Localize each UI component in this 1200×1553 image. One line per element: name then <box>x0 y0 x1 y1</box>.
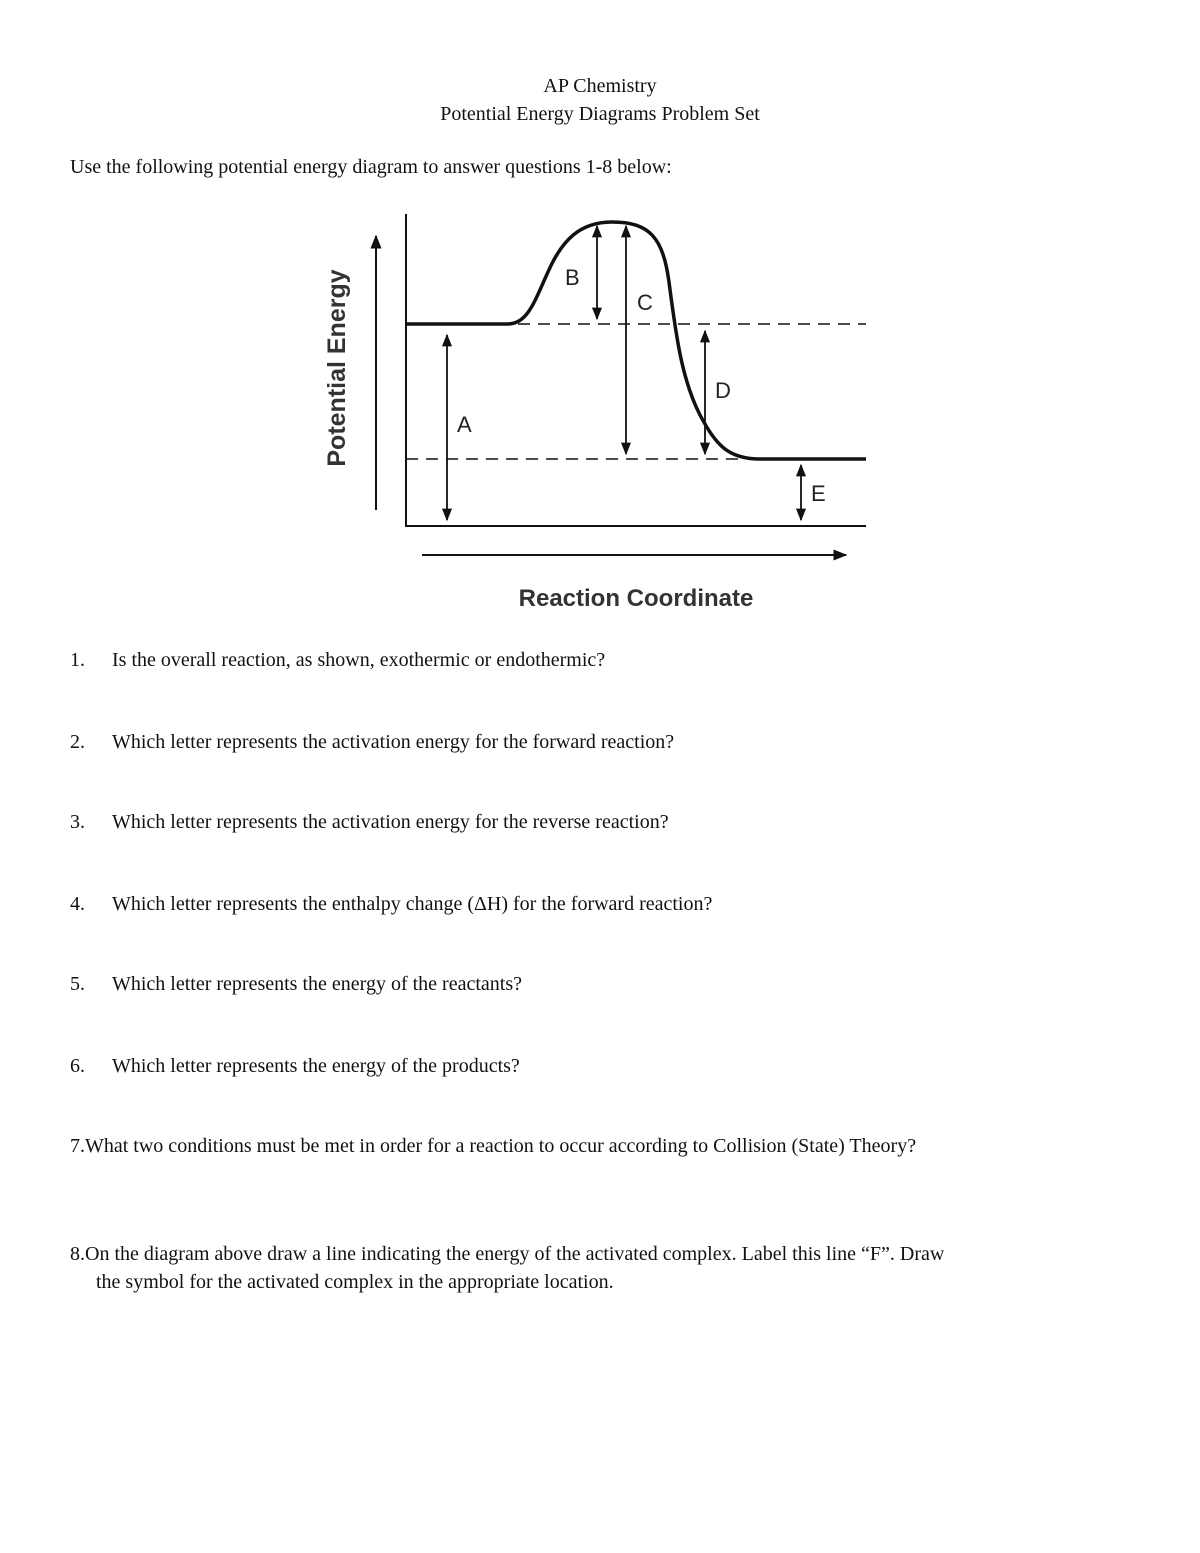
question-6 <box>70 1052 1130 1080</box>
question-number: 2. <box>70 731 85 753</box>
question-number: 1. <box>70 649 85 671</box>
question-number: 6. <box>70 1055 85 1077</box>
question-text: What two conditions must be met in order for a reaction to occur according to Collision (State) Theory? <box>85 1135 917 1157</box>
y-axis-label: Potential Energy <box>323 269 351 467</box>
question-text: Which letter represents the activation energy for the reverse reaction? <box>112 811 669 833</box>
label-e: E <box>811 481 826 506</box>
question-text: Is the overall reaction, as shown, exothermic or endothermic? <box>112 649 606 671</box>
question-number: 8. <box>70 1243 85 1265</box>
question-number: 5. <box>70 973 85 995</box>
label-b: B <box>565 265 580 290</box>
question-text-continued: the symbol for the activated complex in the appropriate location. <box>96 1271 614 1293</box>
intro-text: Use the following potential energy diagram to answer questions 1-8 below: <box>70 156 672 178</box>
question-text: Which letter represents the enthalpy change (ΔH) for the forward reaction? <box>112 893 713 915</box>
question-text: Which letter represents the energy of the reactants? <box>112 973 522 995</box>
question-7 <box>70 1132 1130 1160</box>
x-axis-label: Reaction Coordinate <box>518 585 754 612</box>
question-number: 4. <box>70 893 85 915</box>
question-text: Which letter represents the energy of the products? <box>112 1055 520 1077</box>
label-d: D <box>715 378 731 403</box>
question-2 <box>70 728 1130 756</box>
energy-curve <box>406 222 866 459</box>
potential-energy-diagram <box>300 200 880 620</box>
label-a: A <box>457 412 472 437</box>
question-number: 3. <box>70 811 85 833</box>
label-c: C <box>637 290 653 315</box>
course-title: AP Chemistry <box>543 75 657 97</box>
question-8 <box>70 1240 1130 1296</box>
question-4 <box>70 890 1130 918</box>
question-number: 7. <box>70 1135 85 1157</box>
page-title: Potential Energy Diagrams Problem Set <box>440 103 760 125</box>
question-5 <box>70 970 1130 998</box>
question-3 <box>70 808 1130 836</box>
question-1 <box>70 646 1130 674</box>
question-text: On the diagram above draw a line indicating the energy of the activated complex. Label this line “F”. Draw <box>85 1243 945 1265</box>
question-text: Which letter represents the activation energy for the forward reaction? <box>112 731 675 753</box>
